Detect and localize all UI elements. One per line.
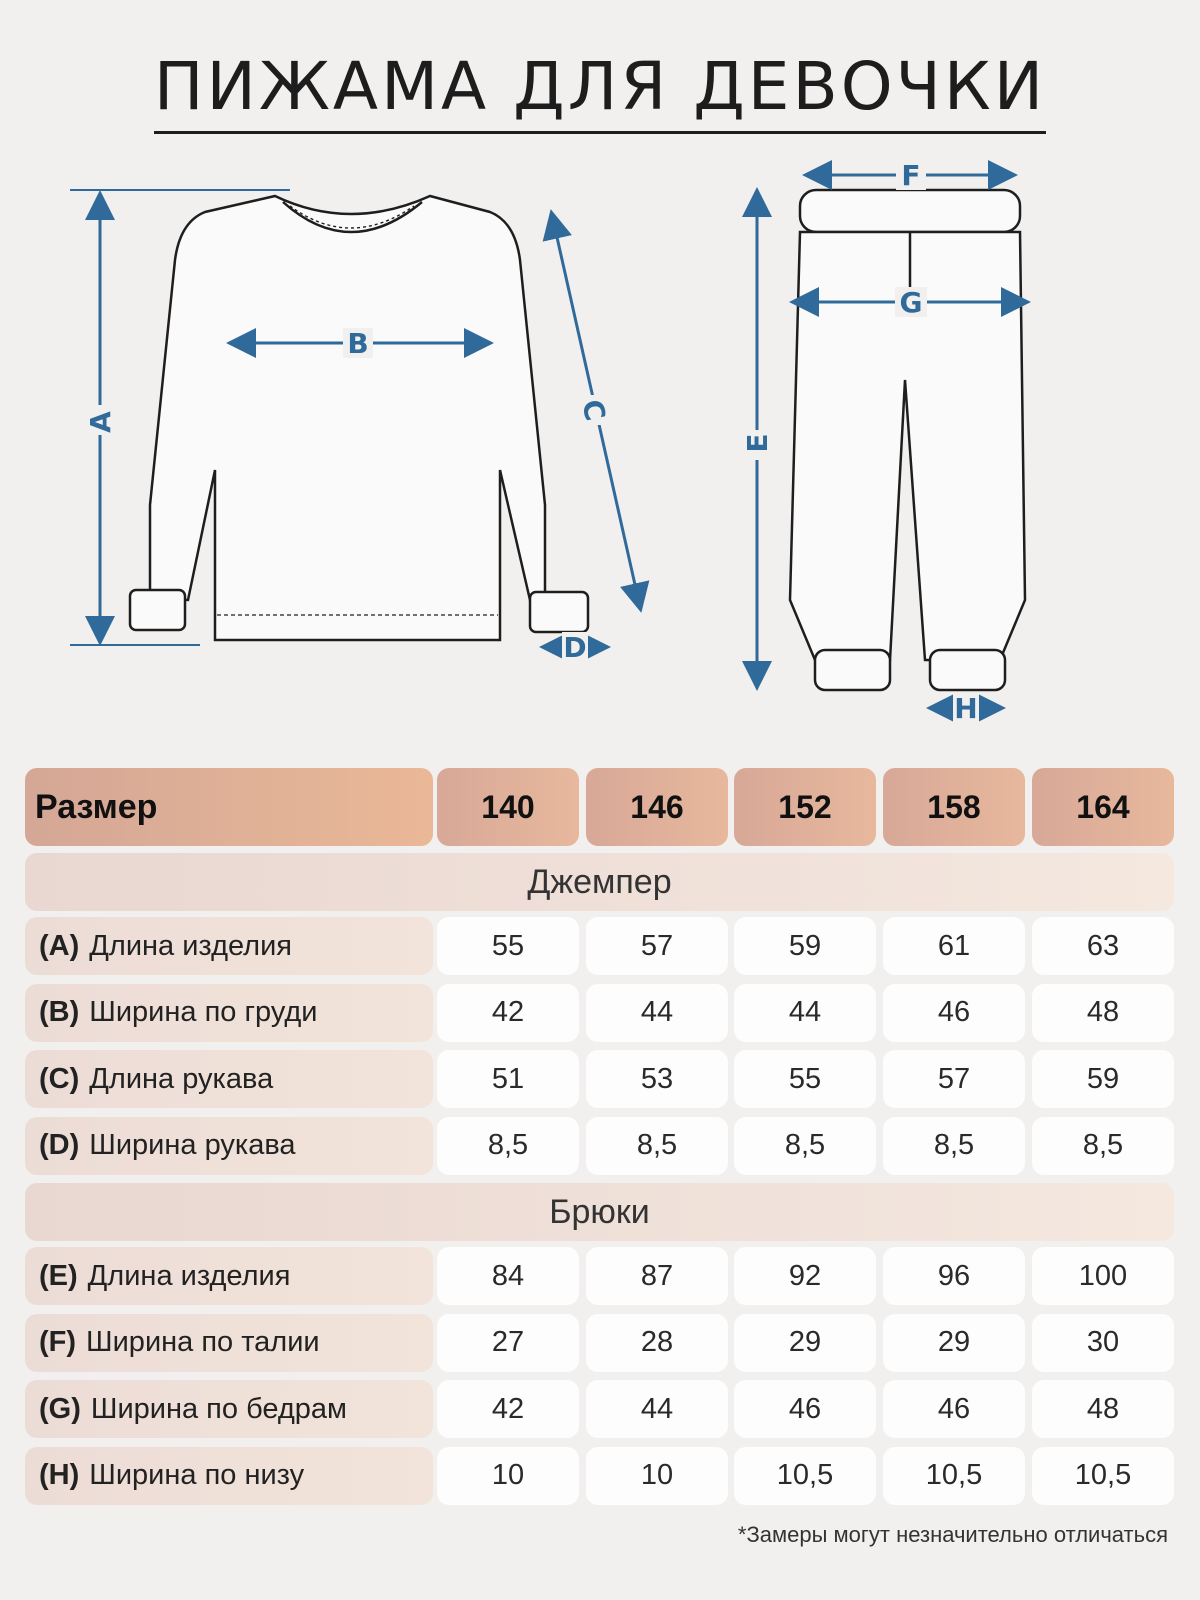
measure-code: (D)	[39, 1129, 80, 1161]
label-c: C	[575, 396, 612, 424]
measure-name: Ширина рукава	[89, 1129, 296, 1161]
measure-value: 63	[1032, 917, 1174, 975]
measure-label	[25, 917, 433, 975]
measure-value: 55	[437, 917, 579, 975]
label-a: A	[84, 411, 117, 433]
measure-name: Длина изделия	[89, 929, 292, 962]
label-h: H	[954, 692, 978, 725]
measure-value: 92	[734, 1247, 876, 1305]
measure-value: 61	[883, 917, 1025, 975]
size-header-label: Размер	[25, 768, 433, 846]
measure-code: (A)	[39, 929, 80, 962]
measure-value: 30	[1032, 1314, 1174, 1372]
measure-value: 46	[883, 984, 1025, 1042]
measure-code: (C)	[39, 1062, 80, 1095]
measure-value: 29	[883, 1314, 1025, 1372]
measure-name: Ширина по низу	[89, 1459, 305, 1491]
measure-code: (H)	[39, 1459, 80, 1491]
measure-label	[25, 1247, 433, 1305]
measure-value: 8,5	[586, 1117, 728, 1175]
measure-value: 10,5	[734, 1447, 876, 1505]
measure-value: 42	[437, 1380, 579, 1438]
measure-value: 42	[437, 984, 579, 1042]
measure-value: 53	[586, 1050, 728, 1108]
measure-name: Длина рукава	[89, 1062, 274, 1095]
measure-value: 8,5	[1032, 1117, 1174, 1175]
measure-name: Ширина по груди	[89, 996, 318, 1028]
measure-value: 55	[734, 1050, 876, 1108]
measure-label	[25, 1050, 433, 1108]
measure-value: 44	[734, 984, 876, 1042]
measure-value: 27	[437, 1314, 579, 1372]
measure-name: Ширина по бедрам	[90, 1392, 347, 1425]
measure-value: 59	[734, 917, 876, 975]
measure-value: 10,5	[883, 1447, 1025, 1505]
measure-value: 28	[586, 1314, 728, 1372]
measure-value: 46	[734, 1380, 876, 1438]
measure-label	[25, 984, 433, 1042]
size-header-164: 164	[1032, 768, 1174, 846]
measure-value: 59	[1032, 1050, 1174, 1108]
measure-value: 48	[1032, 984, 1174, 1042]
measure-value: 8,5	[883, 1117, 1025, 1175]
size-header-152: 152	[734, 768, 876, 846]
label-b: B	[347, 327, 369, 360]
measure-value: 29	[734, 1314, 876, 1372]
measure-label	[25, 1380, 433, 1438]
label-d: D	[563, 631, 587, 664]
measure-code: (G)	[39, 1392, 81, 1425]
measure-value: 10,5	[1032, 1447, 1174, 1505]
measure-code: (F)	[39, 1326, 77, 1358]
measure-code: (E)	[39, 1259, 78, 1292]
section-title: Брюки	[25, 1183, 1174, 1241]
measure-value: 57	[883, 1050, 1025, 1108]
section-title: Джемпер	[25, 853, 1174, 911]
measure-name: Ширина по талии	[86, 1326, 320, 1358]
measure-value: 87	[586, 1247, 728, 1305]
measure-label	[25, 1447, 433, 1505]
footnote: *Замеры могут незначительно отличаться	[737, 1522, 1168, 1547]
measure-code: (B)	[39, 996, 80, 1028]
measure-value: 48	[1032, 1380, 1174, 1438]
measure-value: 8,5	[437, 1117, 579, 1175]
label-e: E	[741, 433, 774, 453]
measure-value: 10	[437, 1447, 579, 1505]
page-title: ПИЖАМА ДЛЯ ДЕВОЧКИ	[0, 48, 1200, 125]
size-header-146: 146	[586, 768, 728, 846]
label-g: G	[899, 286, 923, 319]
measure-label	[25, 1314, 433, 1372]
measure-name: Длина изделия	[87, 1259, 291, 1292]
measure-value: 100	[1032, 1247, 1174, 1305]
measure-value: 84	[437, 1247, 579, 1305]
size-header-140: 140	[437, 768, 579, 846]
measure-value: 96	[883, 1247, 1025, 1305]
measure-value: 44	[586, 1380, 728, 1438]
size-header-158: 158	[883, 768, 1025, 846]
measure-value: 46	[883, 1380, 1025, 1438]
measure-label	[25, 1117, 433, 1175]
measure-value: 8,5	[734, 1117, 876, 1175]
measure-value: 44	[586, 984, 728, 1042]
label-f: F	[901, 159, 921, 192]
measure-value: 51	[437, 1050, 579, 1108]
measure-value: 10	[586, 1447, 728, 1505]
measure-value: 57	[586, 917, 728, 975]
